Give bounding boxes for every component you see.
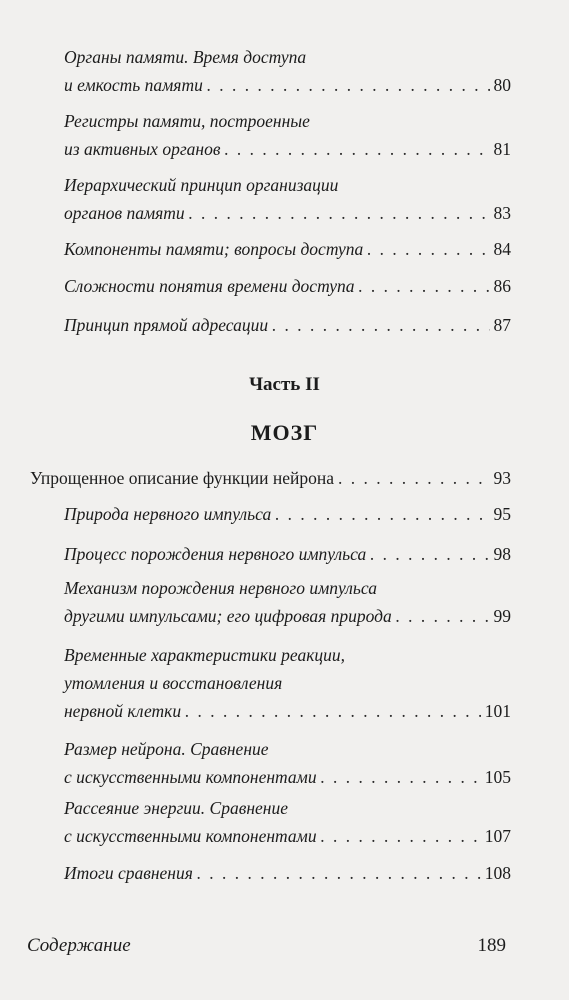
leader-dots [224,135,489,163]
toc-entry-line: Механизм порождения нервного импульса [64,578,377,598]
part-title: МОЗГ [250,420,319,445]
toc-entry-text: органов памяти [64,203,185,223]
leader-dots [275,500,489,528]
toc-entry-text: с искусственными компонентами [64,767,317,787]
toc-entry-line: утомления и восстановления [64,673,283,693]
toc-page-number: 87 [493,315,511,335]
toc-page-number: 80 [493,75,511,95]
leader-dots [396,602,490,630]
toc-entry [64,171,511,227]
toc-chapter [30,464,511,492]
toc-entry [64,43,511,99]
toc-page-number: 95 [493,504,511,524]
toc-entry-line: Рассеяние энергии. Сравнение [64,798,288,818]
toc-page-number: 83 [493,203,511,223]
toc-entry [64,107,511,163]
toc-entry-line: Иерархический принцип организации [64,175,339,195]
leader-dots [321,763,481,791]
leader-dots [359,272,490,300]
toc-entry [64,500,511,528]
toc-page-number: 101 [484,701,511,721]
toc-page-number: 99 [493,606,511,626]
toc-entry-text: из активных органов [64,139,221,159]
leader-dots [370,540,489,568]
part-label: Часть II [249,374,320,395]
footer-page-number: 189 [477,935,506,956]
toc-chapter-text: Упрощенное описание функции нейрона [30,468,335,488]
toc-entry [64,311,511,339]
toc-entry-text: другими импульсами; его цифровая природа [64,606,392,626]
toc-entry-text: нервной клетки [64,701,182,721]
toc-entry [64,272,511,300]
toc-entry-line: Размер нейрона. Сравнение [64,739,269,759]
leader-dots [207,71,490,99]
toc-entry-text: Природа нервного импульса [64,504,272,524]
footer-section-title: Содержание [27,935,131,956]
toc-page-number: 107 [484,826,511,846]
toc-entry-text: Процесс порождения нервного импульса [64,544,367,564]
toc-page-number: 108 [484,863,511,883]
toc-entry-text: с искусственными компонентами [64,826,317,846]
leader-dots [185,697,481,725]
leader-dots [338,464,489,492]
leader-dots [197,859,481,887]
toc-page-number: 98 [493,544,511,564]
toc-page-number: 86 [493,276,511,296]
toc-entry [64,859,511,887]
toc-entry [64,735,511,791]
toc-entry-text: Сложности понятия времени доступа [64,276,355,296]
leader-dots [189,199,490,227]
toc-entry-text: Принцип прямой адресации [64,315,269,335]
leader-dots [367,235,489,263]
toc-entry-line: Временные характеристики реакции, [64,645,346,665]
toc-entry-text: Итоги сравнения [64,863,193,883]
toc-page-number: 84 [493,239,511,259]
toc-page-number: 81 [493,139,511,159]
toc-page-number: 105 [484,767,511,787]
toc-entry-line: Регистры памяти, построенные [64,111,310,131]
toc-page-number: 93 [493,468,511,488]
leader-dots [272,311,489,339]
toc-entry [64,235,511,263]
toc-entry-text: Компоненты памяти; вопросы доступа [64,239,364,259]
toc-entry [64,540,511,568]
toc-entry [64,574,511,630]
leader-dots [321,822,481,850]
toc-entry [64,794,511,850]
toc-entry-line: Органы памяти. Время доступа [64,47,307,67]
toc-entry-text: и емкость памяти [64,75,203,95]
toc-entry [64,641,511,725]
